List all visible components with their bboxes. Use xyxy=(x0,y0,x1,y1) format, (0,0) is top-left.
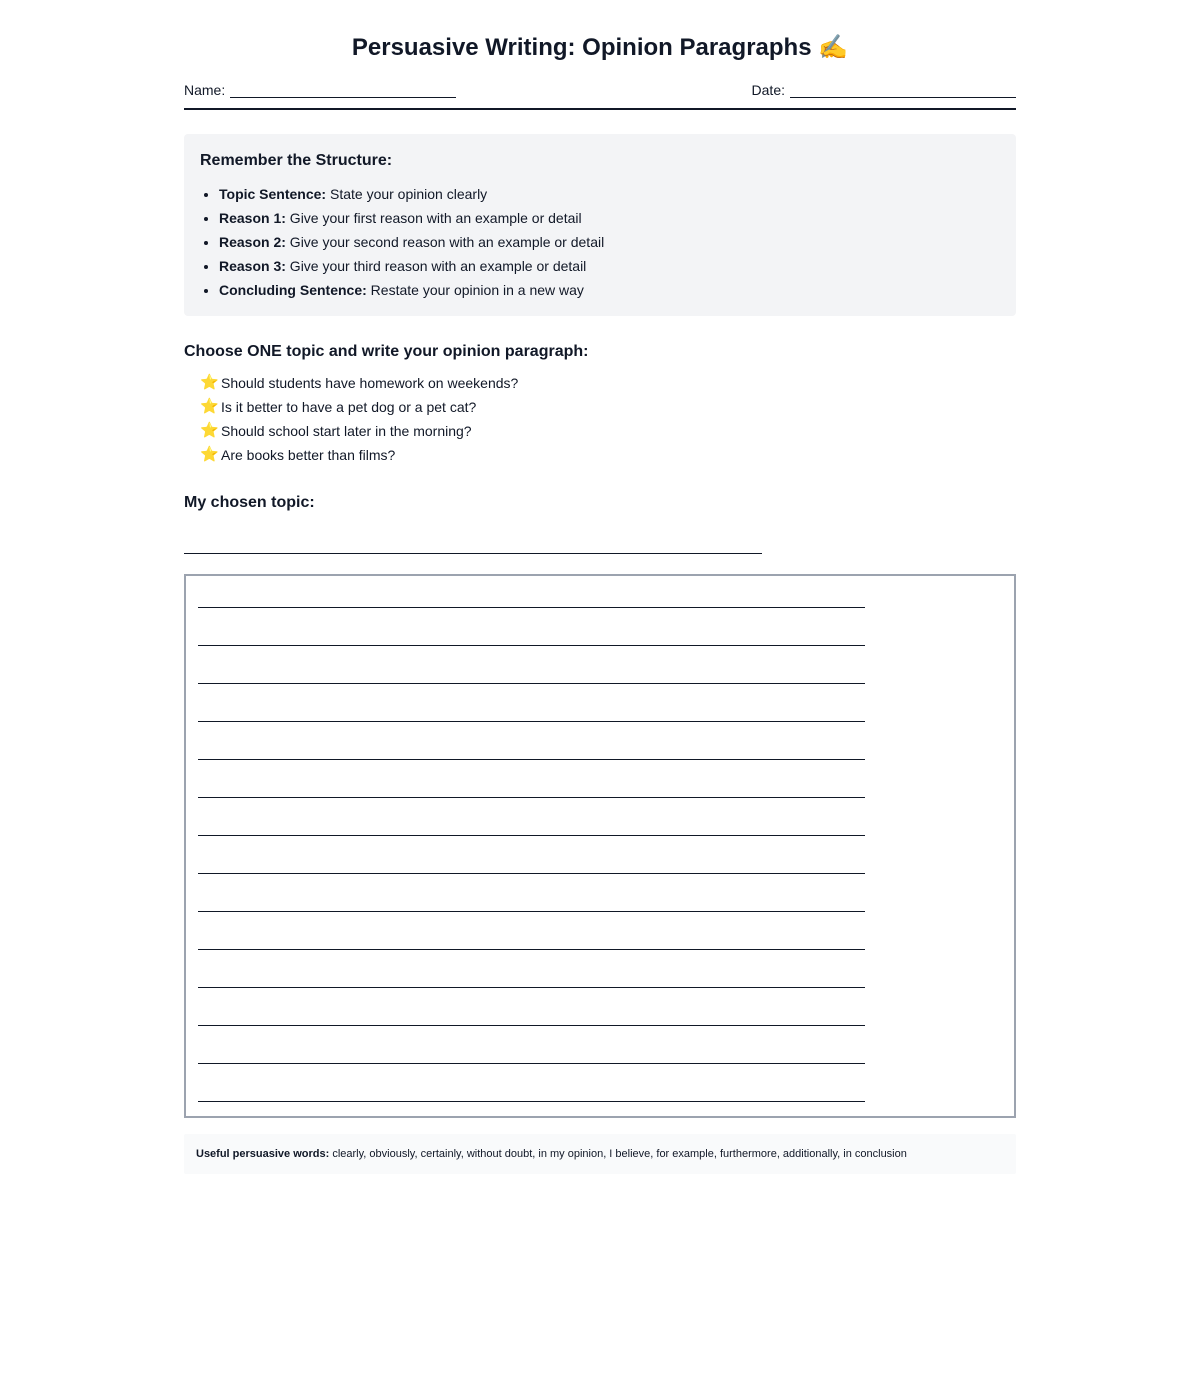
star-icon: ⭐ xyxy=(200,422,219,439)
topics-heading: Choose ONE topic and write your opinion paragraph: xyxy=(184,343,589,360)
page-title xyxy=(184,32,1016,64)
writing-line[interactable] xyxy=(198,1006,865,1026)
structure-item xyxy=(219,230,1000,254)
topics-list xyxy=(184,371,1016,467)
writing-line[interactable] xyxy=(198,1082,865,1102)
structure-item xyxy=(219,254,1000,278)
structure-term: Concluding Sentence: xyxy=(219,282,367,298)
structure-text: Restate your opinion in a new way xyxy=(366,282,584,298)
name-field[interactable] xyxy=(184,82,456,98)
topic-item xyxy=(200,371,1016,395)
structure-item xyxy=(219,182,1000,206)
structure-term: Reason 2: xyxy=(219,234,286,250)
structure-list xyxy=(200,182,1000,302)
star-icon: ⭐ xyxy=(200,398,219,415)
date-field[interactable] xyxy=(752,82,1016,98)
writing-box[interactable] xyxy=(184,574,1016,1118)
writing-line[interactable] xyxy=(198,626,865,646)
name-label: Name: xyxy=(184,82,226,98)
topic-item xyxy=(200,395,1016,419)
useful-words-box xyxy=(184,1134,1016,1174)
name-blank[interactable] xyxy=(230,83,456,98)
structure-text: State your opinion clearly xyxy=(326,186,488,202)
writing-line[interactable] xyxy=(198,664,865,684)
writing-line[interactable] xyxy=(198,892,865,912)
structure-text: Give your second reason with an example or detail xyxy=(285,234,605,250)
structure-heading: Remember the Structure: xyxy=(200,152,393,169)
writing-hand-icon: ✍️ xyxy=(818,34,849,61)
writing-line[interactable] xyxy=(198,968,865,988)
writing-line[interactable] xyxy=(198,778,865,798)
writing-line[interactable] xyxy=(198,816,865,836)
title-text: Persuasive Writing: Opinion Paragraphs xyxy=(351,34,812,61)
structure-box xyxy=(184,134,1016,316)
writing-line[interactable] xyxy=(198,702,865,722)
writing-line[interactable] xyxy=(198,740,865,760)
useful-words-text: clearly, obviously, certainly, without doubt, in my opinion, I believe, for example, furthermore, additionally, in conclusion xyxy=(329,1148,907,1160)
structure-item xyxy=(219,206,1000,230)
worksheet xyxy=(184,0,1016,1174)
date-label: Date: xyxy=(751,82,785,98)
chosen-topic-heading: My chosen topic: xyxy=(184,494,315,511)
topic-item xyxy=(200,443,1016,467)
date-blank[interactable] xyxy=(790,83,1016,98)
structure-term: Topic Sentence: xyxy=(219,186,327,202)
star-icon: ⭐ xyxy=(200,446,219,463)
writing-line[interactable] xyxy=(198,930,865,950)
structure-text: Give your first reason with an example or detail xyxy=(285,210,582,226)
topic-item xyxy=(200,419,1016,443)
name-date-row xyxy=(184,82,1016,110)
writing-line[interactable] xyxy=(198,588,865,608)
writing-line[interactable] xyxy=(198,854,865,874)
structure-item xyxy=(219,278,1000,302)
writing-line[interactable] xyxy=(198,1044,865,1064)
star-icon: ⭐ xyxy=(200,374,219,391)
topic-text: Should school start later in the morning? xyxy=(221,423,472,439)
useful-words-label: Useful persuasive words: xyxy=(196,1148,330,1160)
structure-text: Give your third reason with an example or detail xyxy=(285,258,587,274)
topic-text: Are books better than films? xyxy=(221,447,396,463)
chosen-topic-line[interactable] xyxy=(184,533,762,554)
structure-term: Reason 3: xyxy=(219,258,286,274)
topic-text: Is it better to have a pet dog or a pet cat? xyxy=(221,399,477,415)
structure-term: Reason 1: xyxy=(219,210,286,226)
topic-text: Should students have homework on weekends? xyxy=(221,375,519,391)
